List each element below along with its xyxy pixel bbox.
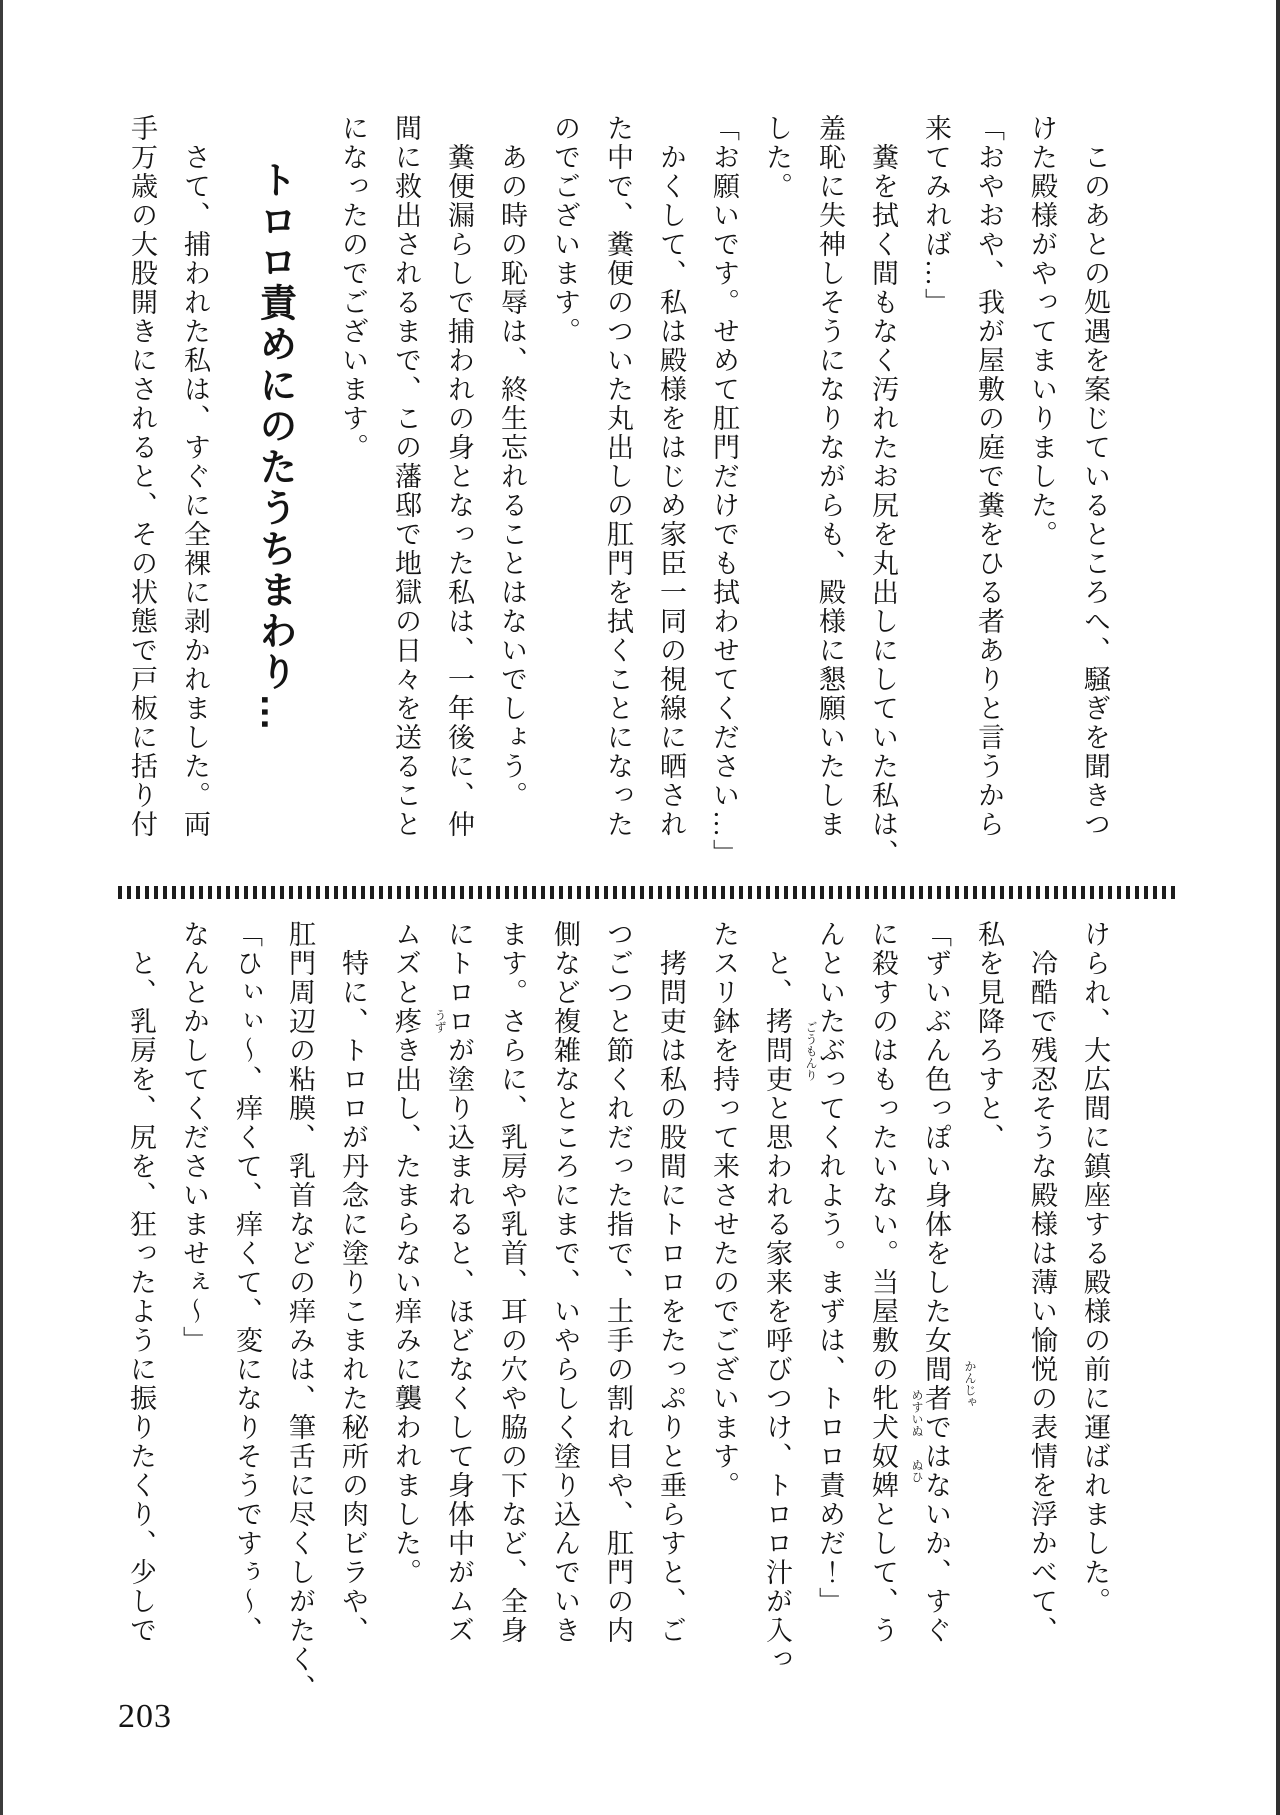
text-column: 糞を拭く間もなく汚れたお尻を丸出しにしていた私は、 xyxy=(868,114,898,868)
upper-text-block xyxy=(115,114,1121,884)
text-column: のでございます。 xyxy=(550,114,580,346)
scan-edge-left xyxy=(0,0,3,1815)
text-column: たスリ鉢を持って来させたのでございます。 xyxy=(709,920,739,1500)
text-column: 「お願いです。せめて肛門だけでも拭わせてください…」 xyxy=(709,114,739,868)
text-column: た中で、糞便のついた丸出しの肛門を拭くことになった xyxy=(603,114,633,839)
lower-text-block xyxy=(114,920,1121,1712)
text-column: けられ、大広間に鎮座する殿様の前に運ばれました。 xyxy=(1080,920,1110,1616)
text-column: 糞便漏らしで捕われの身となった私は、一年後に、仲 xyxy=(444,114,474,839)
text-column: けた殿様がやってまいりました。 xyxy=(1027,114,1057,549)
text-column: 私を見降ろすと、 xyxy=(974,920,1004,1152)
furigana-mesuinu: めすいぬ xyxy=(910,1389,924,1437)
text-column: にトロロが塗り込まれると、ほどなくして身体中がムズ xyxy=(444,920,474,1645)
text-column: あの時の恥辱は、終生忘れることはないでしょう。 xyxy=(497,114,527,810)
text-column: 来てみれば…」 xyxy=(921,114,951,317)
text-column: 「ひぃぃ～、痒くて、痒くて、変になりそうですぅ～、 xyxy=(232,920,262,1645)
text-column: 羞恥に失神しそうになりながらも、殿様に懇願いたしま xyxy=(815,114,845,839)
text-column: 間に救出されるまで、この藩邸で地獄の日々を送ること xyxy=(391,114,421,839)
text-column: した。 xyxy=(762,114,792,201)
text-column: と、拷問吏と思われる家来を呼びつけ、トロロ汁が入っ xyxy=(762,920,792,1674)
furigana-nuhi: ぬひ xyxy=(910,1459,924,1483)
text-column: 拷問吏は私の股間にトロロをたっぷりと垂らすと、ご xyxy=(656,920,686,1645)
text-column: 「ずいぶん色っぽい身体をした女間者ではないか、すぐ xyxy=(921,920,951,1645)
text-column: 「おやおや、我が屋敷の庭で糞をひる者ありと言うから xyxy=(974,114,1004,839)
text-column: 肛門周辺の粘膜、乳首などの痒みは、筆舌に尽くしがたく、 xyxy=(285,920,315,1703)
text-column: かくして、私は殿様をはじめ家臣一同の視線に晒され xyxy=(656,114,686,839)
text-column: になったのでございます。 xyxy=(338,114,368,462)
text-column: と、乳房を、尻を、狂ったように振りたくり、少しで xyxy=(126,920,156,1645)
scan-edge-right xyxy=(1276,0,1280,1815)
text-column: なんとかしてくださいませぇ～」 xyxy=(179,920,209,1355)
furigana-kanja: かんじゃ xyxy=(963,1360,977,1408)
text-column: 冷酷で残忍そうな殿様は薄い愉悦の表情を浮かべて、 xyxy=(1027,920,1057,1645)
text-column: つごつと節くれだった指で、土手の割れ目や、肛門の内 xyxy=(603,920,633,1645)
text-column: 手万歳の大股開きにされると、その状態で戸板に括り付 xyxy=(127,114,157,839)
text-column: さて、捕われた私は、すぐに全裸に剥かれました。両 xyxy=(180,114,210,839)
text-column: このあとの処遇を案じているところへ、騒ぎを聞きつ xyxy=(1080,114,1110,839)
text-column: に殺すのはもったいない。当屋敷の牝犬奴婢として、う xyxy=(868,920,898,1645)
text-column: ムズと疼き出し、たまらない痒みに襲われました。 xyxy=(391,920,421,1587)
text-column: 側など複雑なところにまで、いやらしく塗り込んでいき xyxy=(550,920,580,1645)
furigana-uzu: うず xyxy=(433,1009,447,1033)
section-divider xyxy=(118,886,1180,899)
text-column: ます。さらに、乳房や乳首、耳の穴や脇の下など、全身 xyxy=(497,920,527,1645)
section-heading: トロロ責めにのたうちまわり… xyxy=(253,160,295,734)
text-column: んといたぶってくれよう。まずは、トロロ責めだ！」 xyxy=(815,920,845,1616)
page-number: 203 xyxy=(118,1698,172,1735)
furigana-goumonri: ごうもんり xyxy=(804,1020,818,1081)
text-column: 特に、トロロが丹念に塗りこまれた秘所の肉ビラや、 xyxy=(338,920,368,1645)
